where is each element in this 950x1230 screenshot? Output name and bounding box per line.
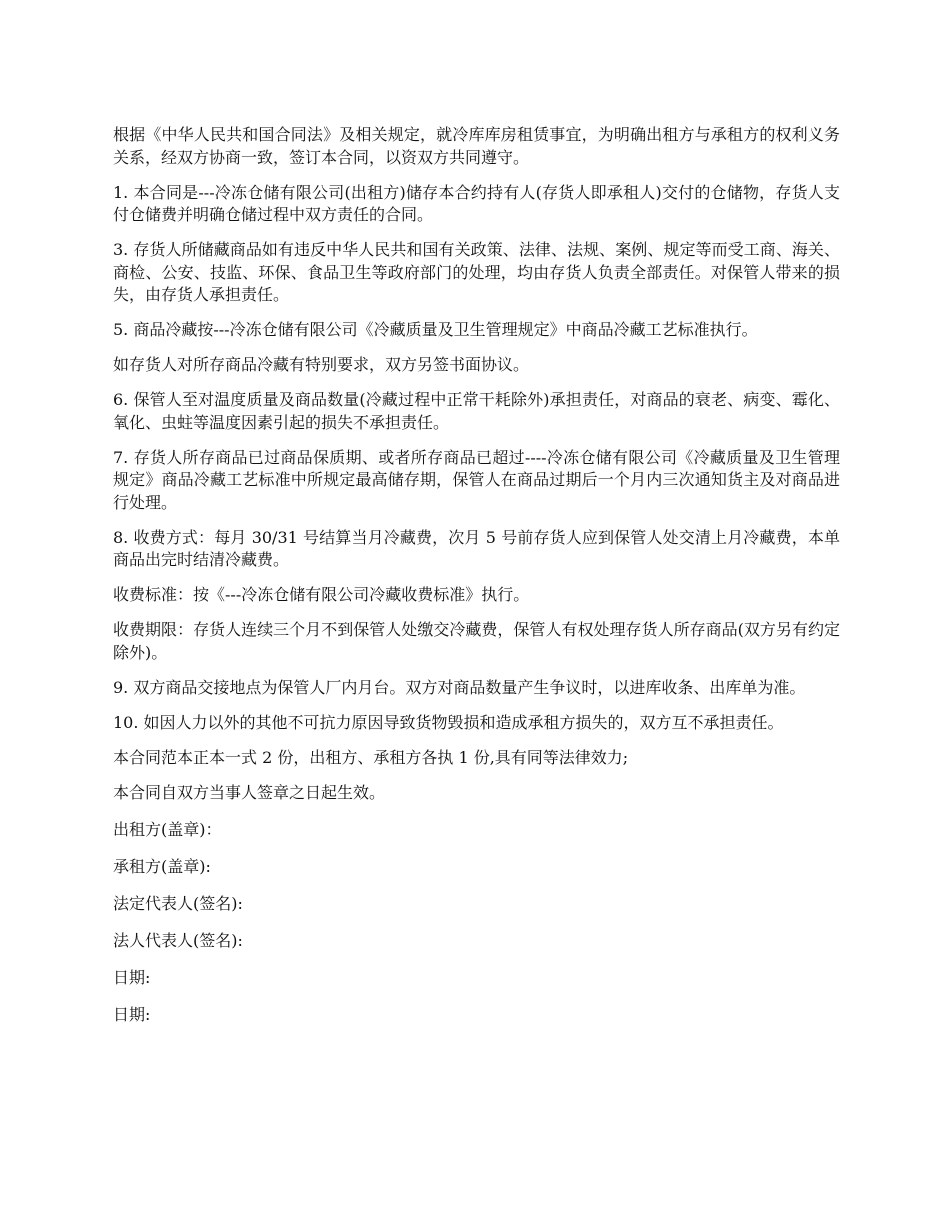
paragraph-clause-6: 6. 保管人至对温度质量及商品数量(冷藏过程中正常干耗除外)承担责任，对商品的衰老、病变、霉化、氧化、虫蛀等温度因素引起的损失不承担责任。 [113, 390, 840, 432]
paragraph-special-request: 如存货人对所存商品冷藏有特别要求，双方另签书面协议。 [113, 355, 530, 374]
paragraph-preamble: 根据《中华人民共和国合同法》及相关规定，就冷库库房租赁事宜，为明确出租方与承租方的权利义务关系，经双方协商一致，签订本合同，以资双方共同遵守。 [113, 125, 840, 167]
signature-date-2: 日期: [113, 1004, 151, 1024]
paragraph-fee-standard: 收费标准：按《---冷冻仓储有限公司冷藏收费标准》执行。 [113, 585, 530, 604]
paragraph-clause-5: 5. 商品冷藏按---冷冻仓储有限公司《冷藏质量及卫生管理规定》中商品冷藏工艺标准执行。 [113, 320, 758, 339]
paragraph-clause-1: 1. 本合同是---冷冻仓储有限公司(出租方)储存本合约持有人(存货人即承租人)交付的仓储物，存货人支付仓储费并明确仓储过程中双方责任的合同。 [113, 182, 840, 224]
signature-lessor-seal: 出租方(盖章)： [113, 819, 222, 839]
paragraph-copies: 本合同范本正本一式 2 份，出租方、承租方各执 1 份,具有同等法律效力; [113, 747, 629, 767]
signature-date-1: 日期: [113, 967, 151, 987]
paragraph-clause-10: 10. 如因人力以外的其他不可抗力原因导致货物毁损和造成承租方损失的，双方互不承担责任。 [113, 712, 784, 732]
paragraph-clause-3: 3. 存货人所储藏商品如有违反中华人民共和国有关政策、法律、法规、案例、规定等而受工商、海关、商检、公安、技监、环保、食品卫生等政府部门的处理，均由存货人负责全部责任。对保管人带来的损失，由存货人承担责任。 [113, 240, 840, 304]
paragraph-clause-8: 8. 收费方式：每月 30/31 号结算当月冷藏费，次月 5 号前存货人应到保管人处交清上月冷藏费，本单商品出完时结清冷藏费。 [113, 527, 840, 569]
contract-document [113, 124, 840, 1041]
paragraph-effective: 本合同自双方当事人签章之日起生效。 [113, 782, 386, 802]
signature-corporate-rep: 法人代表人(签名): [113, 930, 243, 950]
paragraph-fee-period: 收费期限：存货人连续三个月不到保管人处缴交冷藏费，保管人有权处理存货人所存商品(双方另有约定除外)。 [113, 620, 840, 662]
paragraph-clause-7: 7. 存货人所存商品已过商品保质期、或者所存商品已超过----冷冻仓储有限公司《冷藏质量及卫生管理规定》商品冷藏工艺标准中所规定最高储存期，保管人在商品过期后一个月内三次通知货主及对商品进行处理。 [113, 447, 840, 512]
signature-legal-rep: 法定代表人(签名): [113, 893, 243, 913]
paragraph-clause-9: 9. 双方商品交接地点为保管人厂内月台。双方对商品数量产生争议时，以进库收条、出库单为准。 [113, 677, 806, 697]
signature-lessee-seal: 承租方(盖章): [113, 856, 211, 876]
